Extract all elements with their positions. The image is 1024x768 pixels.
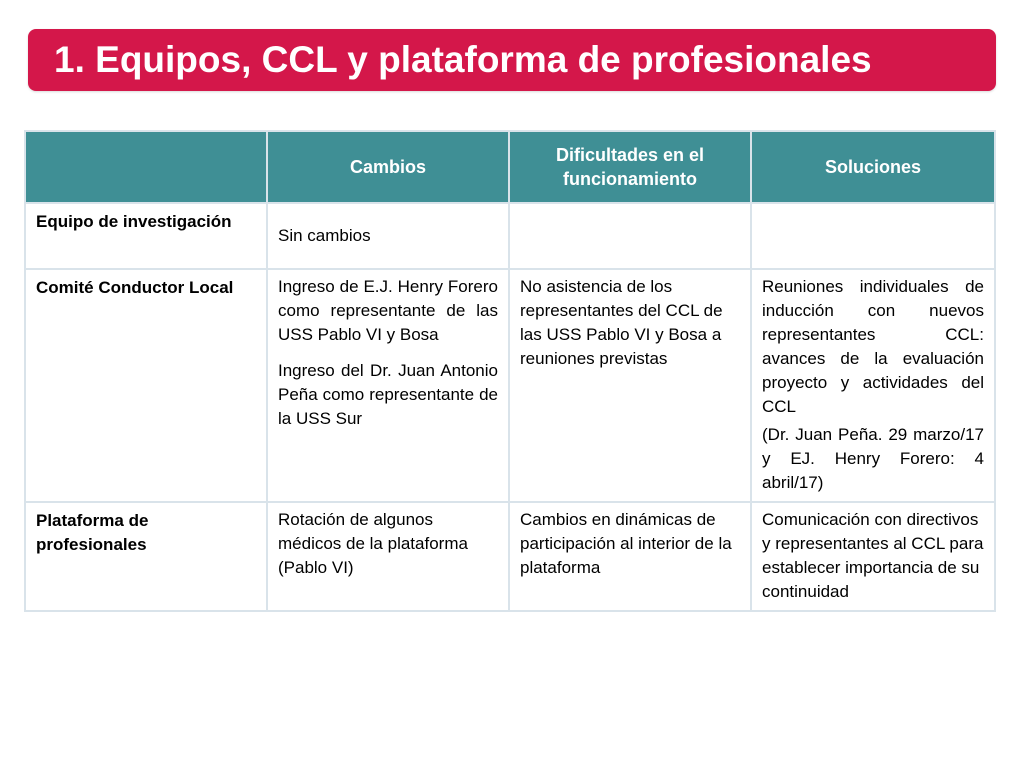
dificultades-cell <box>509 502 751 611</box>
row-label <box>25 502 267 611</box>
soluciones-cell <box>751 269 995 502</box>
cell-text: Comunicación con directivos y representantes al CCL para establecer importancia de su continuidad <box>762 510 984 601</box>
header-dificultades: Dificultades en el funcionamiento <box>509 131 751 203</box>
row-label <box>25 269 267 502</box>
row-label-text: Comité Conductor Local <box>36 278 234 297</box>
title-bar <box>28 29 996 91</box>
cambios-cell <box>267 203 509 269</box>
row-label-text: Plataforma de profesionales <box>36 511 149 554</box>
cell-text: Rotación de algunos médicos de la plataforma (Pablo VI) <box>278 510 468 577</box>
dificultades-cell <box>509 269 751 502</box>
table-header-row <box>25 131 995 203</box>
header-soluciones: Soluciones <box>751 131 995 203</box>
cell-text: Ingreso del Dr. Juan Antonio Peña como representante de la USS Sur <box>278 361 498 428</box>
cell-text: (Dr. Juan Peña. 29 marzo/17 y EJ. Henry Forero: 4 abril/17) <box>762 425 984 492</box>
dificultades-cell <box>509 203 751 269</box>
cell-text: Sin cambios <box>278 225 371 245</box>
header-empty-cell <box>25 131 267 203</box>
cell-text: Cambios en dinámicas de participación al interior de la plataforma <box>520 510 732 577</box>
soluciones-cell <box>751 502 995 611</box>
row-label <box>25 203 267 269</box>
cell-text: Reuniones individuales de inducción con nuevos representantes CCL: avances de la evaluación proyecto y actividades del CCL <box>762 277 984 416</box>
header-cambios: Cambios <box>267 131 509 203</box>
cambios-cell <box>267 502 509 611</box>
table-row <box>25 269 995 502</box>
cell-text: Ingreso de E.J. Henry Forero como representante de las USS Pablo VI y Bosa <box>278 277 498 344</box>
slide-title: 1. Equipos, CCL y plataforma de profesionales <box>54 39 872 80</box>
table-row <box>25 502 995 611</box>
soluciones-cell <box>751 203 995 269</box>
cambios-cell <box>267 269 509 502</box>
summary-table <box>24 130 996 612</box>
cell-text: No asistencia de los representantes del CCL de las USS Pablo VI y Bosa a reuniones previstas <box>520 277 723 368</box>
table-row <box>25 203 995 269</box>
row-label-text: Equipo de investigación <box>36 212 232 231</box>
